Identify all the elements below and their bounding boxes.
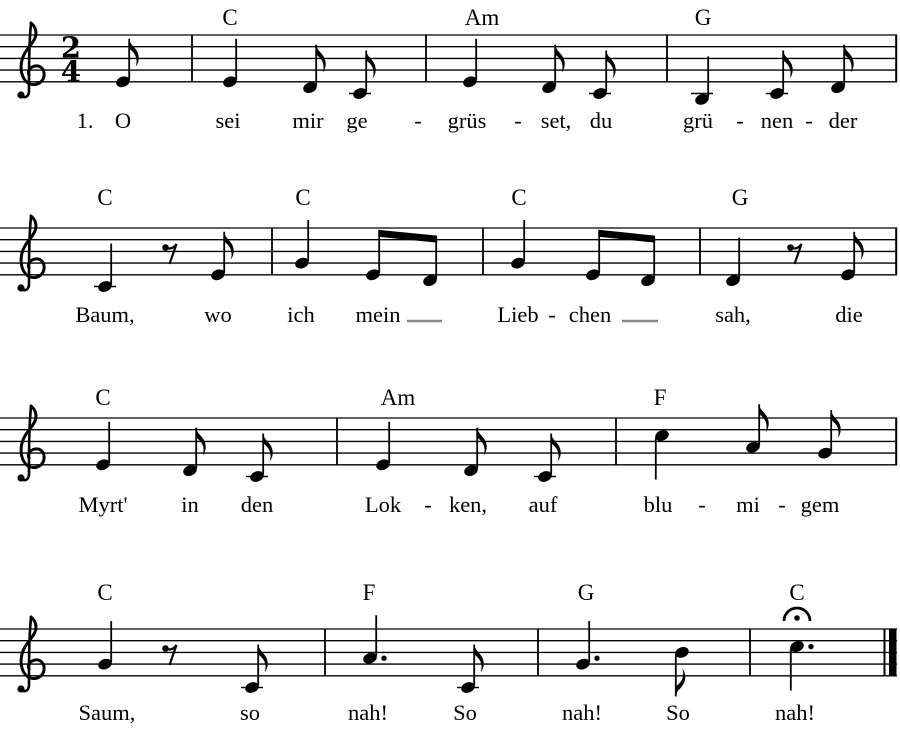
lyric-hyphen: - [548, 302, 556, 327]
eighth-flag [831, 410, 841, 438]
lyric-syllable: grüs [447, 108, 487, 133]
barline [749, 629, 751, 676]
chord-label: Am [464, 5, 500, 30]
lyric-syllable: So [453, 700, 477, 725]
treble-clef [21, 23, 44, 85]
treble-clef-hook [17, 474, 24, 481]
system-4 [0, 580, 897, 725]
barline [336, 418, 338, 465]
barline [271, 228, 273, 275]
chord-label: C [97, 185, 113, 210]
treble-clef [21, 617, 44, 679]
barline [537, 629, 539, 676]
barline-end [895, 35, 897, 82]
beam [378, 230, 437, 243]
lyric-syllable: Lok [364, 492, 402, 517]
lyric-syllable: Myrt' [78, 492, 128, 517]
treble-clef [21, 216, 44, 278]
note [784, 608, 814, 691]
system-1 [0, 5, 897, 133]
eighth-flag [366, 51, 376, 79]
treble-clef-stem [23, 406, 31, 480]
lyric-syllable: ich [287, 302, 315, 327]
lyric-hyphen: - [424, 492, 432, 517]
lyric-syllable: die [835, 302, 863, 327]
chord-label: G [731, 185, 749, 210]
lyric-hyphen: - [698, 492, 706, 517]
chord-label: Am [380, 385, 416, 410]
lyric-syllable: blu [643, 492, 673, 517]
lyric-hyphen: - [778, 492, 786, 517]
lyric-syllable: chen [568, 302, 612, 327]
lyric-syllable: in [181, 492, 199, 517]
treble-clef-hook [17, 685, 24, 692]
lyric-syllable: O [114, 108, 132, 133]
lyric-syllable: 1. [76, 108, 94, 133]
final-barline-thin [884, 629, 886, 676]
chord-label: C [222, 5, 238, 30]
chord-label: G [577, 580, 595, 605]
augmentation-dot [808, 644, 813, 649]
lyric-syllable: grü [683, 108, 713, 133]
eighth-flag [551, 434, 561, 462]
chord-label: F [653, 385, 667, 410]
barline-end [895, 228, 897, 275]
chord-label: C [95, 385, 111, 410]
treble-clef [21, 406, 44, 468]
barline [191, 35, 193, 82]
lyric-hyphen: - [805, 108, 813, 133]
eighth-flag [606, 51, 616, 79]
lyric-syllable: den [240, 492, 274, 517]
barline [666, 35, 668, 82]
eighth-flag [474, 645, 484, 673]
system-3 [0, 385, 897, 517]
treble-clef-hook [17, 284, 24, 291]
lyric-hyphen: - [414, 108, 422, 133]
note [674, 645, 691, 696]
lyric-syllable: auf [528, 492, 558, 517]
beam [598, 230, 655, 243]
eighth-flag [258, 645, 268, 673]
eighth-flag [783, 51, 793, 79]
lyric-syllable: du [589, 108, 613, 133]
lyric-syllable: nah! [775, 700, 815, 725]
eighth-flag [676, 668, 686, 696]
lyric-syllable: nah! [348, 700, 388, 725]
note [365, 230, 439, 288]
eighth-flag [854, 232, 864, 260]
lyric-syllable: mi [736, 492, 760, 517]
barline [615, 418, 617, 465]
lyric-syllable: set, [540, 108, 572, 133]
chord-label: C [789, 580, 805, 605]
lyric-syllable: nah! [562, 700, 602, 725]
note [654, 428, 671, 479]
chord-label: C [97, 580, 113, 605]
barline [699, 228, 701, 275]
time-signature-numerator: 2 [60, 30, 82, 65]
eighth-flag [263, 434, 273, 462]
lyric-syllable: Baum, [75, 302, 135, 327]
eighth-flag [224, 232, 234, 260]
lyric-syllable: nen [760, 108, 794, 133]
lyric-syllable: der [828, 108, 858, 133]
lyric-syllable: sei [215, 108, 241, 133]
augmentation-dot [381, 656, 386, 661]
lyric-syllable: sah, [715, 302, 751, 327]
chord-label: G [694, 5, 712, 30]
barline-end [895, 418, 897, 465]
note [585, 230, 657, 288]
treble-clef-stem [23, 23, 31, 97]
treble-clef-stem [23, 216, 31, 290]
fermata-dot [794, 615, 800, 621]
barline [482, 228, 484, 275]
lyric-syllable: ge [346, 108, 368, 133]
lyric-syllable: mir [292, 108, 324, 133]
lyric-hyphen: - [514, 108, 522, 133]
lyric-hyphen: - [736, 108, 744, 133]
chord-label: C [295, 185, 311, 210]
chord-label: F [362, 580, 376, 605]
system-2 [0, 185, 897, 327]
augmentation-dot [594, 656, 599, 661]
lyric-syllable: Lieb [497, 302, 539, 327]
final-barline-thick [889, 629, 897, 676]
lyric-syllable: So [666, 700, 690, 725]
treble-clef-stem [23, 617, 31, 691]
eighth-flag [129, 39, 139, 67]
barline [324, 629, 326, 676]
lyric-syllable: Saum, [78, 700, 136, 725]
barline [425, 35, 427, 82]
lyric-syllable: mein [355, 302, 401, 327]
lyric-syllable: ken, [448, 492, 488, 517]
time-signature-denominator: 4 [60, 54, 82, 89]
lyric-syllable: gem [800, 492, 840, 517]
chord-label: C [511, 185, 527, 210]
lyric-syllable: so [239, 700, 261, 725]
treble-clef-hook [17, 91, 24, 98]
lyric-syllable: wo [204, 302, 232, 327]
